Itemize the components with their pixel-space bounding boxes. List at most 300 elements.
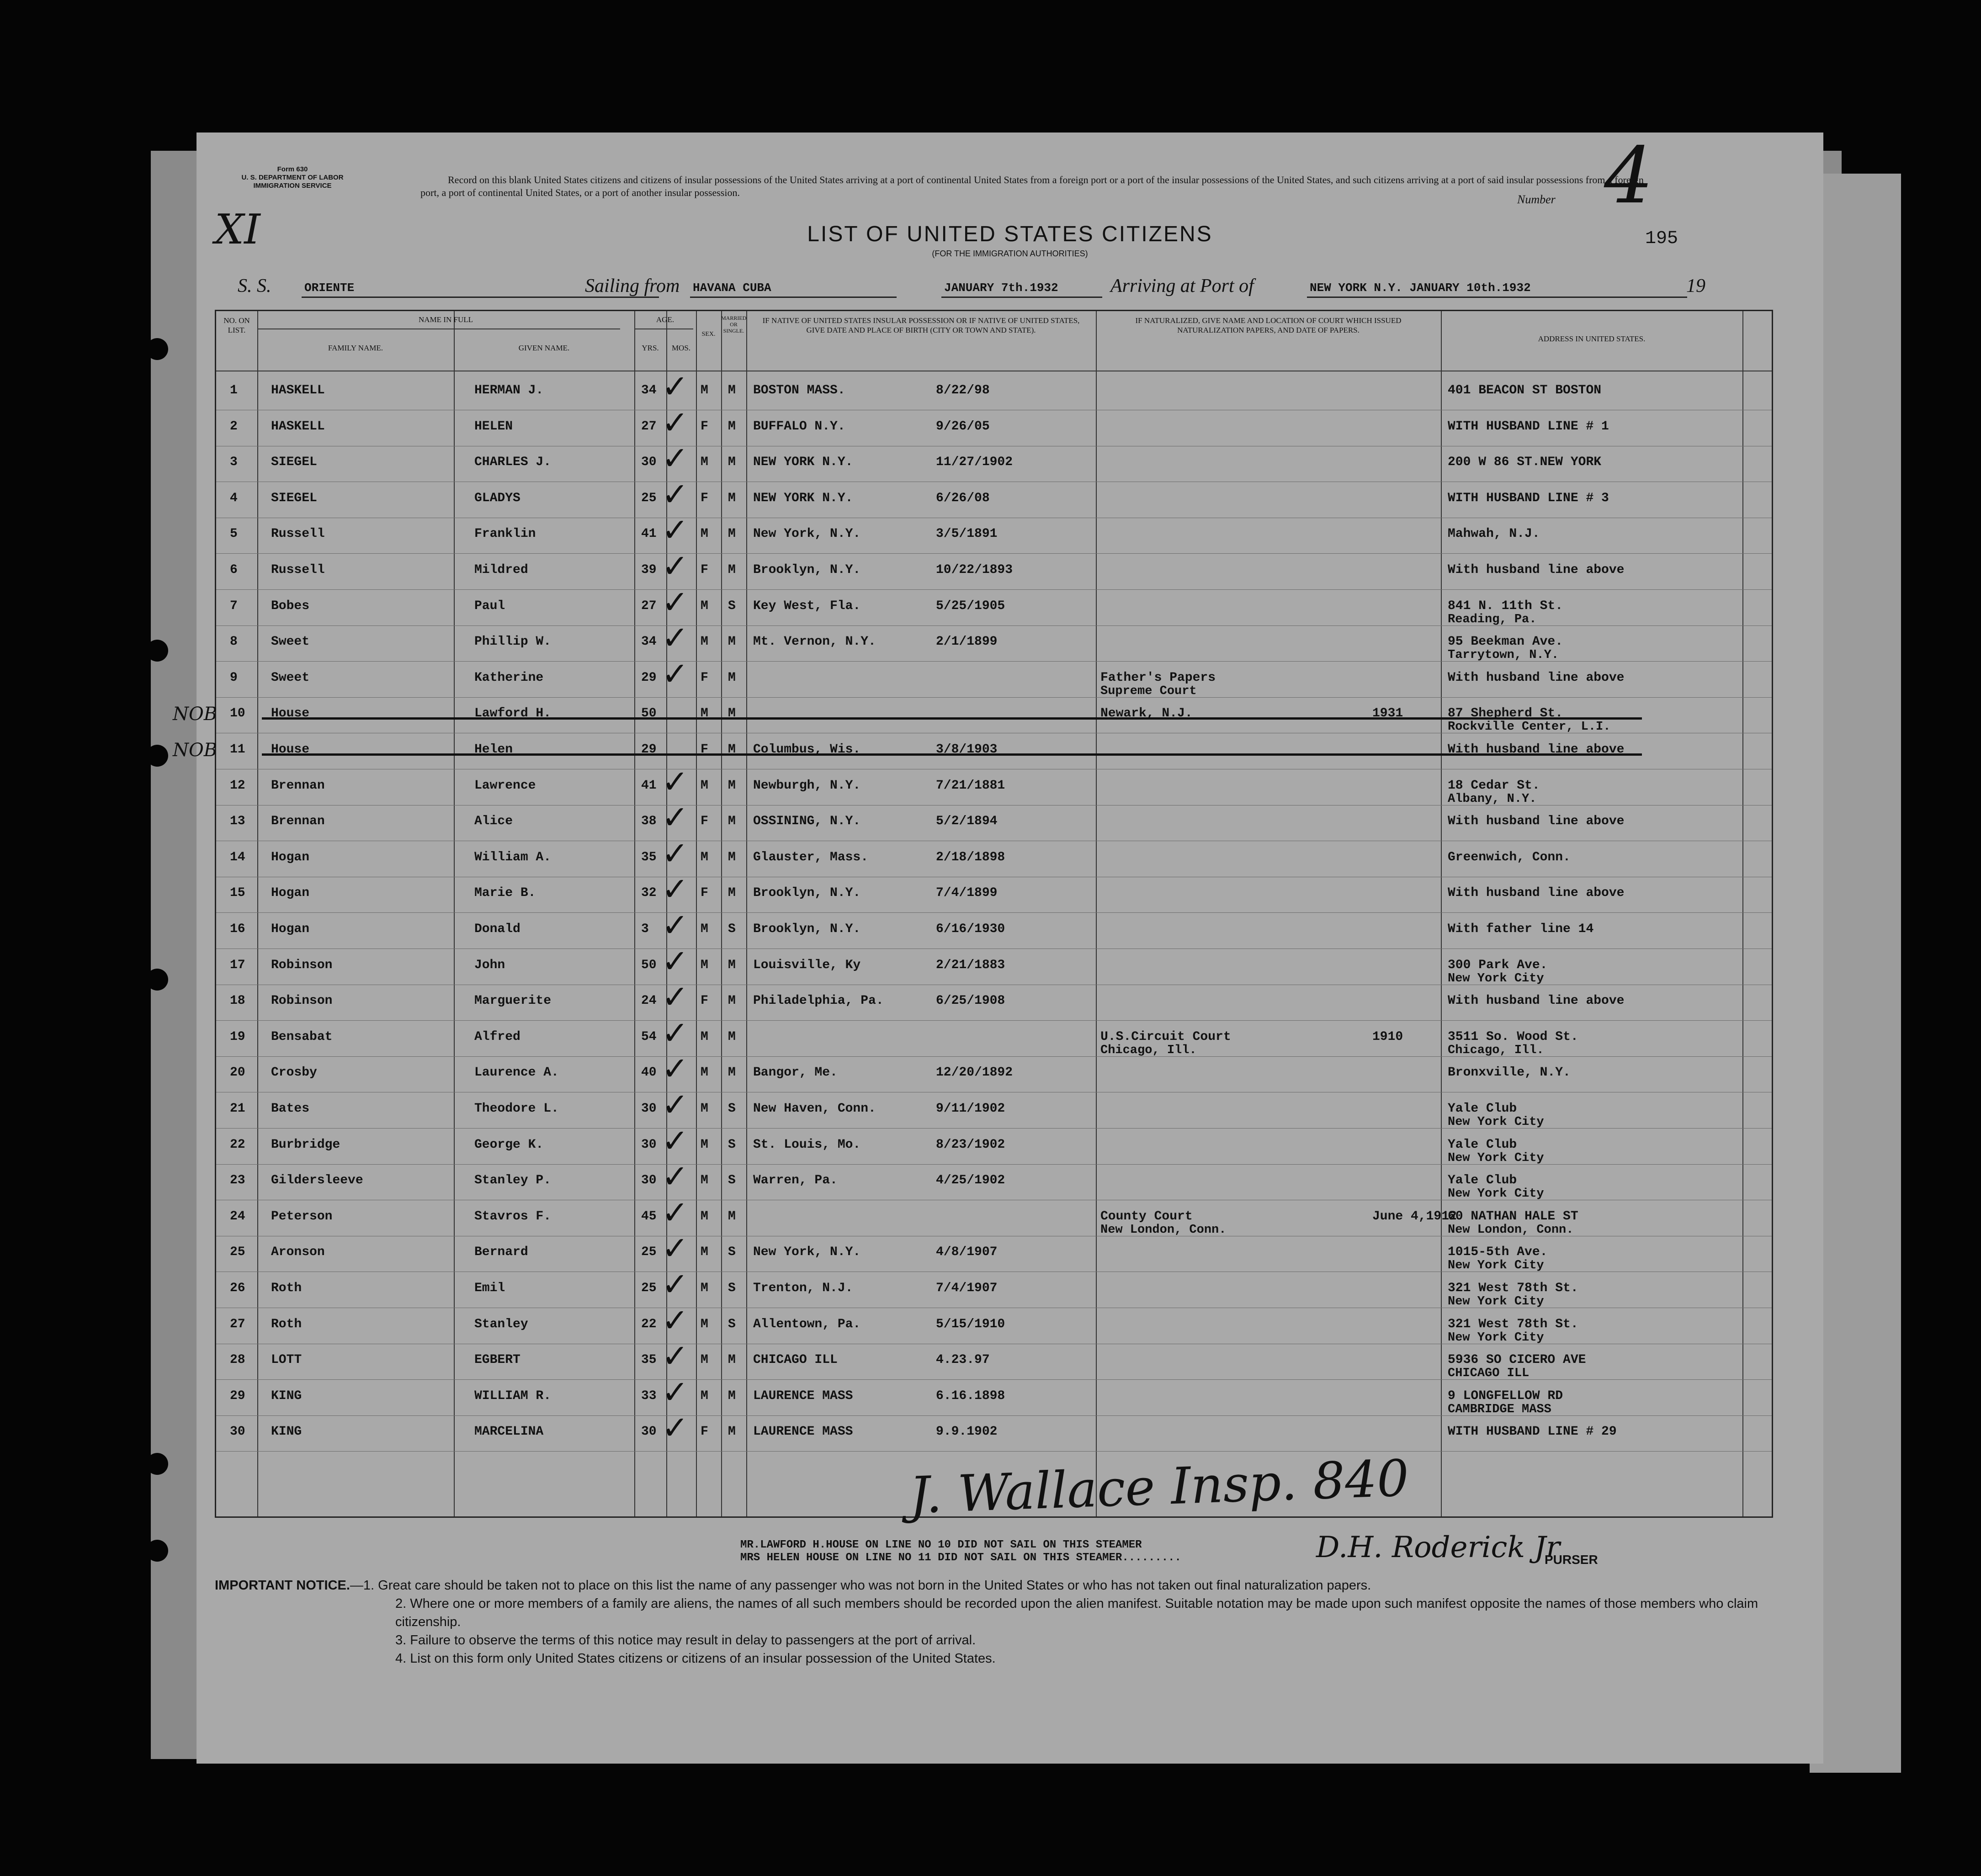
cell-addr2: CHICAGO ILL bbox=[1448, 1367, 1530, 1381]
cell-date: 5/25/1905 bbox=[936, 599, 1005, 613]
col-address: ADDRESS IN UNITED STATES. bbox=[1538, 334, 1646, 343]
cell-no: 27 bbox=[230, 1317, 245, 1331]
cell-yrs: 41 bbox=[641, 527, 657, 541]
cell-date: 7/4/1907 bbox=[936, 1281, 998, 1295]
cell-family: Bensabat bbox=[271, 1029, 333, 1044]
manifest-sheet bbox=[173, 131, 1823, 1764]
cell-no: 4 bbox=[230, 491, 238, 505]
cell-no: 10 bbox=[230, 706, 245, 721]
cell-ms: M bbox=[728, 455, 736, 470]
col-married: MARRIED OR SINGLE. bbox=[721, 315, 747, 334]
table-row bbox=[216, 942, 1772, 986]
cell-place: BUFFALO N.Y. bbox=[753, 419, 845, 434]
table-row bbox=[216, 403, 1772, 447]
check-mark-icon: ✓ bbox=[662, 906, 689, 944]
check-mark-icon: ✓ bbox=[662, 619, 689, 657]
cell-yrs: 40 bbox=[641, 1065, 657, 1080]
cell-ms: M bbox=[728, 778, 736, 793]
page-stamp: 195 bbox=[1645, 228, 1678, 249]
cell-addr2: Reading, Pa. bbox=[1448, 612, 1537, 626]
cell-yrs: 41 bbox=[641, 778, 657, 793]
cell-ms: S bbox=[728, 1137, 736, 1152]
form-header bbox=[215, 165, 370, 190]
cell-addr1: 321 West 78th St. bbox=[1448, 1317, 1578, 1331]
cell-place: NEW YORK N.Y. bbox=[753, 455, 853, 470]
cell-addr2: Tarrytown, N.Y. bbox=[1448, 648, 1559, 662]
cell-yrs: 32 bbox=[641, 886, 657, 901]
cell-no: 29 bbox=[230, 1388, 245, 1403]
cell-nat2: Chicago, Ill. bbox=[1100, 1043, 1197, 1057]
cell-place: BOSTON MASS. bbox=[753, 383, 845, 397]
table-row bbox=[216, 1122, 1772, 1165]
cell-sex: F bbox=[701, 814, 708, 829]
cell-family: HASKELL bbox=[271, 383, 325, 397]
cell-sex: M bbox=[701, 1173, 708, 1188]
cell-yrs: 25 bbox=[641, 1245, 657, 1260]
cell-ms: S bbox=[728, 922, 736, 936]
binder-hole bbox=[146, 1540, 168, 1562]
page-subtitle: (FOR THE IMMIGRATION AUTHORITIES) bbox=[932, 249, 1088, 258]
cell-ms: S bbox=[728, 1173, 736, 1188]
cell-given: Lawrence bbox=[474, 778, 536, 793]
cell-ms: M bbox=[728, 742, 736, 757]
notice-label: IMPORTANT NOTICE. bbox=[215, 1578, 350, 1593]
cell-sex: M bbox=[701, 706, 708, 721]
cell-given: Mildred bbox=[474, 563, 528, 577]
table-row bbox=[216, 834, 1772, 878]
cell-place: Allentown, Pa. bbox=[753, 1317, 861, 1331]
cell-sex: F bbox=[701, 491, 708, 505]
cell-yrs: 25 bbox=[641, 1281, 657, 1295]
cell-place: Newburgh, N.Y. bbox=[753, 778, 861, 793]
check-mark-icon: ✓ bbox=[662, 763, 689, 800]
check-mark-icon: ✓ bbox=[662, 1086, 689, 1123]
cell-place: New York, N.Y. bbox=[753, 1245, 861, 1260]
cell-addr1: 95 Beekman Ave. bbox=[1448, 635, 1563, 649]
check-mark-icon: ✓ bbox=[662, 1409, 689, 1447]
table-row bbox=[216, 511, 1772, 554]
cell-yrs: 22 bbox=[641, 1317, 657, 1331]
cell-family: Roth bbox=[271, 1317, 302, 1331]
strike-through-line bbox=[262, 753, 1642, 756]
table-row bbox=[216, 1266, 1772, 1309]
cell-sex: F bbox=[701, 1425, 708, 1439]
cell-family: Gildersleeve bbox=[271, 1173, 363, 1188]
cell-no: 11 bbox=[230, 742, 245, 757]
cell-yrs: 30 bbox=[641, 1102, 657, 1116]
cell-given: William A. bbox=[474, 850, 552, 864]
table-row bbox=[216, 475, 1772, 519]
check-mark-icon: ✓ bbox=[662, 1193, 689, 1231]
cell-ms: M bbox=[728, 635, 736, 649]
cell-place: Mt. Vernon, N.Y. bbox=[753, 635, 876, 649]
cell-addr1: With father line 14 bbox=[1448, 922, 1594, 936]
cell-place: Brooklyn, N.Y. bbox=[753, 563, 861, 577]
cell-family: Robinson bbox=[271, 994, 333, 1008]
footnote-line-1: MR.LAWFORD H.HOUSE ON LINE NO 10 DID NOT SAIL ON THIS STEAMER bbox=[740, 1539, 1142, 1551]
cell-addr1: 401 BEACON ST BOSTON bbox=[1448, 383, 1602, 397]
table-row bbox=[173, 734, 1772, 770]
cell-addr2: New York City bbox=[1448, 1151, 1544, 1165]
check-mark-icon: ✓ bbox=[662, 368, 689, 405]
cell-sex: M bbox=[701, 1245, 708, 1260]
cell-no: 24 bbox=[230, 1209, 245, 1224]
cell-given: Bernard bbox=[474, 1245, 528, 1260]
binder-hole bbox=[146, 338, 168, 360]
cell-sex: M bbox=[701, 1353, 708, 1367]
cell-date: 11/27/1902 bbox=[936, 455, 1013, 470]
col-given: GIVEN NAME. bbox=[518, 344, 570, 352]
cell-no: 12 bbox=[230, 778, 245, 793]
check-mark-icon: ✓ bbox=[662, 834, 689, 872]
cell-yrs: 45 bbox=[641, 1209, 657, 1224]
cell-addr1: 18 Cedar St. bbox=[1448, 778, 1540, 793]
cell-addr1: With husband line above bbox=[1448, 670, 1625, 685]
cell-addr1: 300 Park Ave. bbox=[1448, 958, 1548, 972]
table-row bbox=[216, 1158, 1772, 1201]
cell-given: Katherine bbox=[474, 670, 544, 685]
purser-signature: D.H. Roderick Jr bbox=[1316, 1531, 1560, 1564]
cell-addr1: 841 N. 11th St. bbox=[1448, 599, 1563, 613]
cell-family: Peterson bbox=[271, 1209, 333, 1224]
cell-family: HASKELL bbox=[271, 419, 325, 434]
cell-no: 8 bbox=[230, 635, 238, 649]
binder-hole bbox=[146, 640, 168, 662]
cell-addr1: 5936 SO CICERO AVE bbox=[1448, 1353, 1586, 1367]
cell-sex: F bbox=[701, 886, 708, 901]
cell-addr1: Mahwah, N.J. bbox=[1448, 527, 1540, 541]
check-mark-icon: ✓ bbox=[662, 1301, 689, 1339]
cell-addr1: WITH HUSBAND LINE # 3 bbox=[1448, 491, 1609, 505]
cell-place: New York, N.Y. bbox=[753, 527, 861, 541]
cell-addr1: 87 Shepherd St. bbox=[1448, 706, 1563, 721]
cell-no: 18 bbox=[230, 994, 245, 1008]
col-yrs: YRS. bbox=[642, 344, 659, 352]
check-mark-icon: ✓ bbox=[662, 655, 689, 693]
cell-yrs: 38 bbox=[641, 814, 657, 829]
margin-note: NOB bbox=[173, 740, 218, 761]
cell-nat-date: 1931 bbox=[1372, 706, 1403, 721]
cell-family: Russell bbox=[271, 563, 325, 577]
check-mark-icon: ✓ bbox=[662, 1014, 689, 1052]
cell-addr2: Rockville Center, L.I. bbox=[1448, 720, 1611, 734]
cell-date: 9.9.1902 bbox=[936, 1425, 998, 1439]
notice-item-3: 3. Failure to observe the terms of this notice may result in delay to passengers at the port of arrival. bbox=[395, 1633, 976, 1648]
cell-no: 3 bbox=[230, 455, 238, 470]
cell-ms: M bbox=[728, 850, 736, 864]
cell-place: Warren, Pa. bbox=[753, 1173, 838, 1188]
cell-addr1: With husband line above bbox=[1448, 814, 1625, 829]
binder-hole bbox=[146, 745, 168, 767]
cell-given: Marie B. bbox=[474, 886, 536, 901]
cell-addr2: Chicago, Ill. bbox=[1448, 1043, 1544, 1057]
binder-hole bbox=[146, 969, 168, 991]
footnote bbox=[740, 1539, 1181, 1564]
cell-ms: M bbox=[728, 886, 736, 901]
cell-sex: F bbox=[701, 563, 708, 577]
cell-yrs: 30 bbox=[641, 1425, 657, 1439]
ss-label: S. S. bbox=[238, 276, 271, 297]
cell-family: Aronson bbox=[271, 1245, 325, 1260]
check-mark-icon: ✓ bbox=[662, 1050, 689, 1088]
cell-family: Sweet bbox=[271, 670, 310, 685]
service-name: IMMIGRATION SERVICE bbox=[253, 182, 332, 190]
cell-nat1: County Court bbox=[1100, 1209, 1193, 1224]
cell-addr1: 3511 So. Wood St. bbox=[1448, 1029, 1578, 1044]
cell-place: CHICAGO ILL bbox=[753, 1353, 838, 1367]
cell-given: Donald bbox=[474, 922, 520, 936]
cell-place: Key West, Fla. bbox=[753, 599, 861, 613]
cell-addr2: New York City bbox=[1448, 1259, 1544, 1273]
cell-place: Brooklyn, N.Y. bbox=[753, 922, 861, 936]
cell-sex: M bbox=[701, 1209, 708, 1224]
col-family: FAMILY NAME. bbox=[328, 344, 383, 352]
cell-addr2: New London, Conn. bbox=[1448, 1223, 1574, 1237]
notice-item-2: 2. Where one or more members of a family are aliens, the names of all such members should be recorded upon the alien manifest. Suitable notation may be made upon such manifest opposite the names of those members who claim citizenship. bbox=[395, 1596, 1758, 1629]
sailing-label: Sailing from bbox=[585, 276, 680, 297]
check-mark-icon: ✓ bbox=[662, 1266, 689, 1303]
check-mark-icon: ✓ bbox=[662, 870, 689, 908]
col-name-group: NAME IN FULL bbox=[419, 315, 473, 324]
cell-ms: M bbox=[728, 670, 736, 685]
table-row bbox=[216, 763, 1772, 806]
cell-family: KING bbox=[271, 1388, 302, 1403]
list-number: 4 bbox=[1604, 131, 1654, 221]
table-row bbox=[216, 368, 1772, 411]
margin-mark: XI bbox=[215, 206, 260, 254]
cell-ms: M bbox=[728, 491, 736, 505]
notice-item-1: IMPORTANT NOTICE.—1. Great care should be taken not to place on this list the name of any passenger who was not born in the United States or who has not taken out final naturalization papers. bbox=[215, 1578, 1371, 1593]
cell-place: Trenton, N.J. bbox=[753, 1281, 853, 1295]
cell-yrs: 34 bbox=[641, 383, 657, 397]
purser-label: PURSER bbox=[1545, 1553, 1598, 1567]
footnote-line-2: MRS HELEN HOUSE ON LINE NO 11 DID NOT SAIL ON THIS STEAMER......... bbox=[740, 1552, 1181, 1564]
cell-nat2: New London, Conn. bbox=[1100, 1223, 1227, 1237]
cell-given: EGBERT bbox=[474, 1353, 520, 1367]
cell-yrs: 29 bbox=[641, 742, 657, 757]
cell-addr2: New York City bbox=[1448, 1187, 1544, 1201]
table-row bbox=[216, 583, 1772, 626]
cell-yrs: 34 bbox=[641, 635, 657, 649]
cell-date: 6/16/1930 bbox=[936, 922, 1005, 936]
cell-sex: F bbox=[701, 670, 708, 685]
cell-ms: S bbox=[728, 1245, 736, 1260]
cell-addr1: Yale Club bbox=[1448, 1102, 1517, 1116]
cell-sex: M bbox=[701, 383, 708, 397]
check-mark-icon: ✓ bbox=[662, 547, 689, 585]
cell-date: 5/15/1910 bbox=[936, 1317, 1005, 1331]
cell-family: Roth bbox=[271, 1281, 302, 1295]
cell-family: Brennan bbox=[271, 814, 325, 829]
cell-ms: M bbox=[728, 1209, 736, 1224]
cell-date: 6/26/08 bbox=[936, 491, 990, 505]
cell-ms: M bbox=[728, 1029, 736, 1044]
ship-name: ORIENTE bbox=[302, 281, 659, 298]
cell-addr2: CAMBRIDGE MASS bbox=[1448, 1402, 1551, 1416]
cell-addr1: Greenwich, Conn. bbox=[1448, 850, 1571, 864]
cell-given: HERMAN J. bbox=[474, 383, 544, 397]
cell-ms: S bbox=[728, 1281, 736, 1295]
cell-nat-date: June 4,1912 bbox=[1372, 1209, 1457, 1224]
cell-sex: F bbox=[701, 994, 708, 1008]
cell-family: Hogan bbox=[271, 922, 310, 936]
cell-sex: M bbox=[701, 1137, 708, 1152]
cell-date: 2/18/1898 bbox=[936, 850, 1005, 864]
cell-date: 9/11/1902 bbox=[936, 1102, 1005, 1116]
cell-no: 14 bbox=[230, 850, 245, 864]
cell-addr2: New York City bbox=[1448, 971, 1544, 986]
check-mark-icon: ✓ bbox=[662, 475, 689, 513]
important-notice bbox=[215, 1576, 1778, 1668]
cell-ms: M bbox=[728, 994, 736, 1008]
cell-given: Alfred bbox=[474, 1029, 520, 1044]
check-mark-icon: ✓ bbox=[662, 1158, 689, 1196]
cell-no: 28 bbox=[230, 1353, 245, 1367]
cell-family: Hogan bbox=[271, 850, 310, 864]
cell-given: George K. bbox=[474, 1137, 544, 1152]
cell-addr2: New York City bbox=[1448, 1115, 1544, 1129]
cell-no: 7 bbox=[230, 599, 238, 613]
cell-no: 9 bbox=[230, 670, 238, 685]
cell-yrs: 27 bbox=[641, 599, 657, 613]
cell-given: Theodore L. bbox=[474, 1102, 559, 1116]
cell-given: Marguerite bbox=[474, 994, 552, 1008]
table-row bbox=[216, 1301, 1772, 1345]
cell-given: Emil bbox=[474, 1281, 505, 1295]
inspector-signature: J. Wallace Insp. 840 bbox=[908, 1448, 1410, 1525]
cell-addr1: 60 NATHAN HALE ST bbox=[1448, 1209, 1578, 1224]
cell-date: 10/22/1893 bbox=[936, 563, 1013, 577]
cell-ms: S bbox=[728, 1102, 736, 1116]
cell-ms: M bbox=[728, 527, 736, 541]
col-naturalized: IF NATURALIZED, GIVE NAME AND LOCATION OF COURT WHICH ISSUED NATURALIZATION PAPERS, AND DATE OF PAPERS. bbox=[1135, 316, 1402, 334]
cell-sex: M bbox=[701, 922, 708, 936]
cell-yrs: 39 bbox=[641, 563, 657, 577]
cell-addr1: 321 West 78th St. bbox=[1448, 1281, 1578, 1295]
cell-ms: M bbox=[728, 814, 736, 829]
cell-given: Paul bbox=[474, 599, 505, 613]
cell-addr1: With husband line above bbox=[1448, 994, 1625, 1008]
cell-sex: M bbox=[701, 1281, 708, 1295]
cell-given: WILLIAM R. bbox=[474, 1388, 552, 1403]
check-mark-icon: ✓ bbox=[662, 511, 689, 549]
notice-item-4: 4. List on this form only United States citizens or citizens of an insular possession of the United States. bbox=[395, 1651, 996, 1666]
cell-date: 2/1/1899 bbox=[936, 635, 998, 649]
cell-date: 4/25/1902 bbox=[936, 1173, 1005, 1188]
col-sex: SEX. bbox=[701, 331, 716, 338]
cell-addr2: New York City bbox=[1448, 1330, 1544, 1345]
cell-ms: M bbox=[728, 1388, 736, 1403]
number-label: Number bbox=[1517, 193, 1556, 206]
sailing-from: HAVANA CUBA bbox=[690, 281, 897, 298]
cell-given: MARCELINA bbox=[474, 1425, 544, 1439]
cell-sex: M bbox=[701, 635, 708, 649]
table-row bbox=[216, 906, 1772, 949]
table-row bbox=[216, 440, 1772, 482]
cell-date: 8/23/1902 bbox=[936, 1137, 1005, 1152]
cell-nat-date: 1910 bbox=[1372, 1029, 1403, 1044]
cell-date: 3/5/1891 bbox=[936, 527, 998, 541]
cell-no: 5 bbox=[230, 527, 238, 541]
cell-given: Helen bbox=[474, 742, 513, 757]
cell-place: Glauster, Mass. bbox=[753, 850, 869, 864]
cell-sex: M bbox=[701, 1388, 708, 1403]
cell-nat2: Supreme Court bbox=[1100, 684, 1197, 698]
cell-yrs: 30 bbox=[641, 1137, 657, 1152]
cell-date: 8/22/98 bbox=[936, 383, 990, 397]
cell-yrs: 35 bbox=[641, 850, 657, 864]
cell-given: Stavros F. bbox=[474, 1209, 552, 1224]
cell-given: HELEN bbox=[474, 419, 513, 434]
cell-ms: M bbox=[728, 563, 736, 577]
col-birth: IF NATIVE OF UNITED STATES INSULAR POSSESSION OR IF NATIVE OF UNITED STATES, GIVE DATE AND PLACE OF BIRTH (CITY OR TOWN AND STATE). bbox=[762, 316, 1080, 334]
cell-place: Philadelphia, Pa. bbox=[753, 994, 884, 1008]
cell-yrs: 30 bbox=[641, 455, 657, 470]
cell-ms: S bbox=[728, 1317, 736, 1331]
col-age: AGE. bbox=[656, 315, 674, 324]
cell-given: Stanley P. bbox=[474, 1173, 552, 1188]
check-mark-icon: ✓ bbox=[662, 942, 689, 980]
binder-hole bbox=[146, 1453, 168, 1475]
cell-no: 25 bbox=[230, 1245, 245, 1260]
cell-yrs: 50 bbox=[641, 958, 657, 972]
cell-sex: F bbox=[701, 742, 708, 757]
cell-given: Laurence A. bbox=[474, 1065, 559, 1080]
cell-family: Burbridge bbox=[271, 1137, 340, 1152]
cell-place: Louisville, Ky bbox=[753, 958, 861, 972]
cell-no: 2 bbox=[230, 419, 238, 434]
cell-yrs: 29 bbox=[641, 670, 657, 685]
cell-sex: M bbox=[701, 599, 708, 613]
cell-date: 3/8/1903 bbox=[936, 742, 998, 757]
cell-addr1: WITH HUSBAND LINE # 1 bbox=[1448, 419, 1609, 434]
cell-place: Columbus, Wis. bbox=[753, 742, 861, 757]
cell-no: 15 bbox=[230, 886, 245, 901]
cell-addr2: New York City bbox=[1448, 1295, 1544, 1309]
cell-no: 16 bbox=[230, 922, 245, 936]
cell-date: 2/21/1883 bbox=[936, 958, 1005, 972]
form-number: Form 630 bbox=[277, 165, 308, 173]
check-mark-icon: ✓ bbox=[662, 583, 689, 621]
cell-addr1: Bronxville, N.Y. bbox=[1448, 1065, 1571, 1080]
cell-family: Robinson bbox=[271, 958, 333, 972]
passenger-table bbox=[173, 310, 1773, 1518]
strike-through-line bbox=[262, 717, 1642, 720]
cell-ms: M bbox=[728, 1353, 736, 1367]
cell-no: 23 bbox=[230, 1173, 245, 1188]
cell-date: 7/21/1881 bbox=[936, 778, 1005, 793]
cell-place: Brooklyn, N.Y. bbox=[753, 886, 861, 901]
cell-no: 6 bbox=[230, 563, 238, 577]
cell-ms: M bbox=[728, 958, 736, 972]
cell-addr1: Yale Club bbox=[1448, 1137, 1517, 1152]
check-mark-icon: ✓ bbox=[662, 799, 689, 837]
cell-sex: M bbox=[701, 778, 708, 793]
cell-family: SIEGEL bbox=[271, 491, 317, 505]
cell-date: 6/25/1908 bbox=[936, 994, 1005, 1008]
cell-nat1: U.S.Circuit Court bbox=[1100, 1029, 1231, 1044]
table-row bbox=[216, 870, 1772, 913]
cell-no: 20 bbox=[230, 1065, 245, 1080]
cell-no: 13 bbox=[230, 814, 245, 829]
stacked-sheet-edge bbox=[1810, 174, 1901, 1773]
table-row bbox=[216, 1086, 1772, 1129]
cell-yrs: 35 bbox=[641, 1353, 657, 1367]
cell-sex: M bbox=[701, 958, 708, 972]
cell-yrs: 3 bbox=[641, 922, 649, 936]
col-mos: MOS. bbox=[671, 344, 691, 352]
record-instructions: Record on this blank United States citizens and citizens of insular possessions of the United States arriving at a port of continental United States from a foreign port or a port of the insular possessions of the United States, and such citizens arriving at a port of said insular possessions from a foreign port, a port of continental United States, or a port of another insular possession. bbox=[420, 174, 1644, 198]
